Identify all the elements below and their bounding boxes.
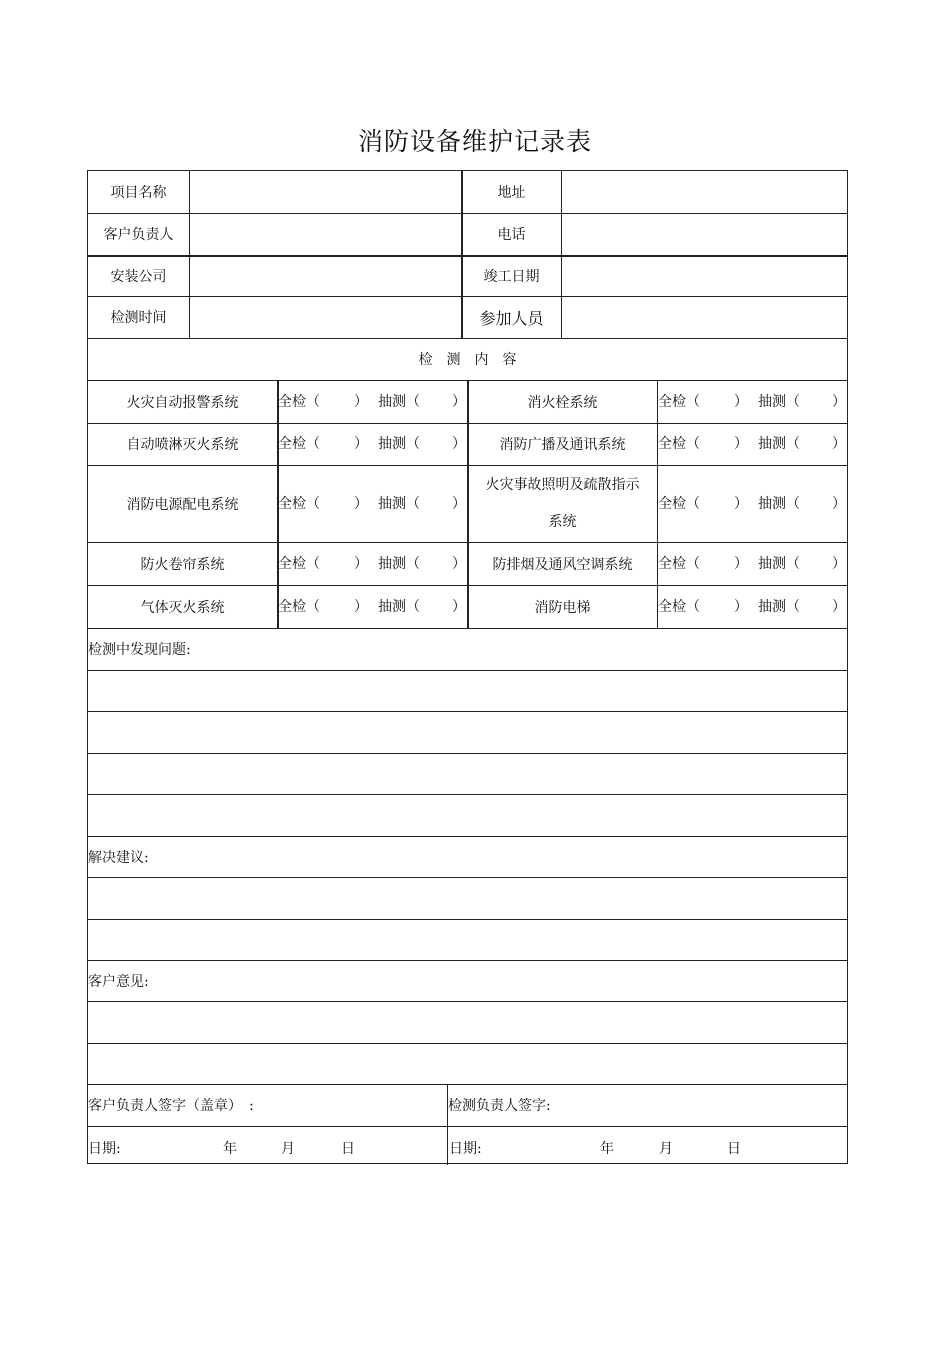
check-options [278, 381, 467, 423]
maintenance-form [87, 170, 848, 1164]
inspector-date-label: 日期: [449, 1141, 482, 1157]
check-options [658, 423, 847, 465]
project-name-field[interactable] [190, 171, 461, 213]
check-options [278, 586, 467, 628]
suggestions-label: 解决建议: [88, 849, 149, 866]
participants-label: 参加人员 [479, 308, 544, 328]
full-check-close: ） [734, 436, 748, 452]
problems-line[interactable] [88, 711, 847, 753]
system-name-left: 自动喷淋灭火系统 [126, 437, 239, 453]
client-signature-label[interactable]: 客户负责人签字（盖章） : [88, 1098, 254, 1114]
sample-check-option[interactable]: 抽测（ [758, 496, 800, 512]
sample-check-option[interactable]: 抽测（ [758, 436, 800, 452]
system-name-left: 防火卷帘系统 [140, 556, 225, 573]
sample-check-option[interactable]: 抽测（ [378, 394, 420, 410]
full-check-option[interactable]: 全检（ [658, 496, 700, 512]
full-check-close: ） [734, 599, 748, 615]
problems-line[interactable] [88, 794, 847, 836]
row-divider [88, 1126, 847, 1127]
full-check-option[interactable]: 全检（ [278, 394, 320, 410]
sample-check-option[interactable]: 抽测（ [378, 496, 420, 512]
phone-field[interactable] [562, 213, 847, 255]
check-options [658, 586, 847, 628]
system-name-right-line1: 火灾事故照明及疏散指示 [485, 476, 640, 493]
sample-check-close: ） [832, 599, 846, 615]
sample-check-close: ） [452, 496, 466, 512]
check-options [278, 543, 467, 585]
system-name-right: 消火栓系统 [527, 394, 598, 411]
completion-date-field[interactable] [562, 255, 847, 296]
sample-check-close: ） [832, 394, 846, 410]
completion-date-label: 竣工日期 [483, 268, 540, 285]
system-name-right: 消防广播及通讯系统 [499, 437, 626, 453]
inspection-time-field[interactable] [190, 296, 461, 338]
full-check-close: ） [354, 496, 368, 512]
check-options [658, 543, 847, 585]
client-date-label: 日期: [88, 1141, 121, 1157]
full-check-option[interactable]: 全检（ [278, 496, 320, 512]
sample-check-close: ） [832, 556, 846, 572]
system-name-left: 消防电源配电系统 [126, 496, 239, 513]
problems-line[interactable] [88, 753, 847, 794]
sample-check-close: ） [452, 436, 466, 452]
form-title: 消防设备维护记录表 [357, 127, 592, 156]
client-opinion-line[interactable] [88, 1001, 847, 1043]
client-contact-label: 客户负责人 [103, 227, 174, 243]
install-company-field[interactable] [190, 255, 461, 296]
system-name-right-line2: 系统 [548, 513, 577, 530]
sample-check-option[interactable]: 抽测（ [758, 599, 800, 615]
check-options [658, 381, 847, 423]
check-options [658, 483, 847, 525]
phone-label: 电话 [497, 227, 526, 243]
client-date-day: 日 [341, 1141, 355, 1157]
inspector-date-day: 日 [727, 1141, 741, 1157]
client-contact-field[interactable] [190, 213, 461, 255]
full-check-close: ） [354, 556, 368, 572]
full-check-close: ） [734, 496, 748, 512]
inspector-date-month: 月 [659, 1141, 673, 1157]
client-date-month: 月 [281, 1141, 295, 1157]
sample-check-close: ） [452, 556, 466, 572]
client-opinion-line[interactable] [88, 1043, 847, 1084]
system-name-right: 防排烟及通风空调系统 [492, 556, 633, 573]
client-opinion-label: 客户意见: [88, 973, 149, 990]
sample-check-option[interactable]: 抽测（ [378, 556, 420, 572]
install-company-label: 安装公司 [110, 268, 167, 285]
address-label: 地址 [497, 185, 526, 201]
suggestions-line[interactable] [88, 919, 847, 960]
system-name-left: 气体灭火系统 [140, 599, 225, 616]
full-check-option[interactable]: 全检（ [658, 394, 700, 410]
sample-check-close: ） [832, 496, 846, 512]
sample-check-option[interactable]: 抽测（ [378, 599, 420, 615]
sample-check-option[interactable]: 抽测（ [378, 436, 420, 452]
system-name-left: 火灾自动报警系统 [126, 394, 239, 411]
system-name-right [468, 465, 657, 542]
client-date-year: 年 [223, 1141, 237, 1157]
full-check-option[interactable]: 全检（ [658, 599, 700, 615]
inspection-time-label: 检测时间 [110, 310, 167, 326]
full-check-option[interactable]: 全检（ [658, 436, 700, 452]
problems-found-label: 检测中发现问题: [88, 642, 191, 658]
sample-check-close: ） [452, 394, 466, 410]
full-check-close: ） [734, 556, 748, 572]
sample-check-option[interactable]: 抽测（ [758, 394, 800, 410]
full-check-option[interactable]: 全检（ [278, 599, 320, 615]
check-options [278, 483, 467, 525]
inspection-content-header: 检 测 内 容 [418, 352, 517, 368]
inspector-signature-label[interactable]: 检测负责人签字: [448, 1098, 551, 1114]
full-check-option[interactable]: 全检（ [658, 556, 700, 572]
full-check-close: ） [734, 394, 748, 410]
full-check-close: ） [354, 599, 368, 615]
problems-line[interactable] [88, 670, 847, 711]
full-check-close: ） [354, 436, 368, 452]
sample-check-close: ） [832, 436, 846, 452]
full-check-option[interactable]: 全检（ [278, 556, 320, 572]
full-check-option[interactable]: 全检（ [278, 436, 320, 452]
project-name-label: 项目名称 [110, 185, 167, 201]
address-field[interactable] [562, 171, 847, 213]
suggestions-line[interactable] [88, 877, 847, 919]
inspector-date-year: 年 [600, 1141, 614, 1157]
sample-check-close: ） [452, 599, 466, 615]
full-check-close: ） [354, 394, 368, 410]
check-options [278, 423, 467, 465]
sample-check-option[interactable]: 抽测（ [758, 556, 800, 572]
system-name-right: 消防电梯 [534, 599, 591, 616]
participants-field[interactable] [562, 296, 847, 338]
